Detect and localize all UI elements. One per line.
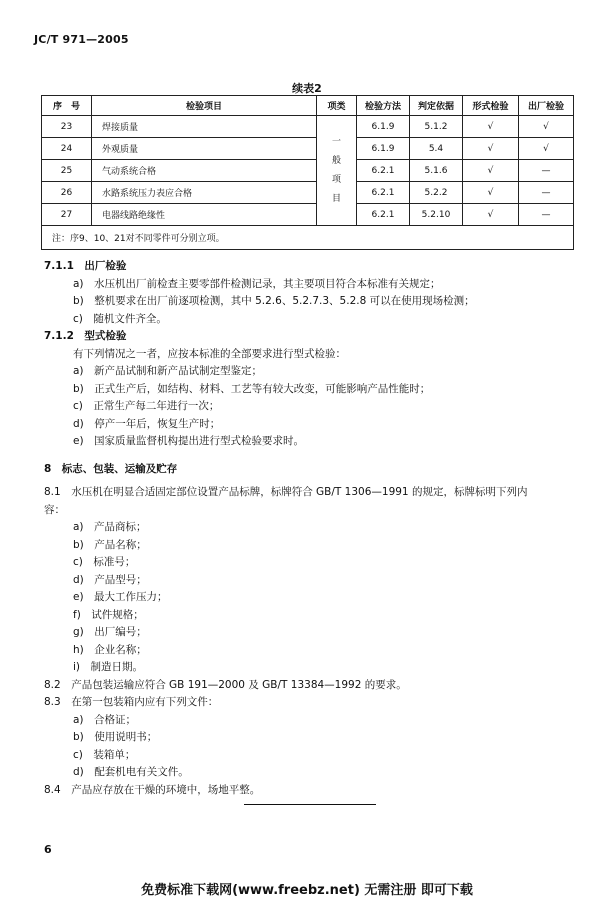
- list-item: b) 正式生产后，如结构、材料、工艺等有较大改变，可能影响产品性能时；: [73, 383, 431, 395]
- row-factory-test: —: [519, 160, 574, 182]
- row-factory-test: √: [519, 116, 574, 138]
- list-item: b) 产品名称；: [73, 539, 147, 551]
- header-method: 检验方法: [357, 96, 410, 116]
- para-8-1-line1: 8.1 水压机在明显合适固定部位设置产品标牌，标牌符合 GB/T 1306—1991 的规定，标牌标明下列内: [44, 486, 528, 498]
- inspection-table: [41, 95, 574, 250]
- list-item: a) 新产品试制和新产品试制定型鉴定；: [73, 365, 263, 377]
- header-factory-test: 出厂检验: [519, 96, 574, 116]
- table-row: [42, 204, 574, 226]
- list-item: a) 水压机出厂前检查主要零部件检测记录，其主要项目符合本标准有关规定；: [73, 278, 441, 290]
- para-8-4: 8.4 产品应存放在干燥的环境中，场地平整。: [44, 784, 261, 796]
- row-basis: 5.2.2: [410, 182, 463, 204]
- row-item: 气动系统合格: [92, 160, 317, 182]
- header-type-test: 形式检验: [463, 96, 519, 116]
- row-type-test: √: [463, 160, 519, 182]
- row-method: 6.1.9: [357, 138, 410, 160]
- para-8-1-line2: 容：: [44, 504, 65, 516]
- section-7-1-2-intro: 有下列情况之一者，应按本标准的全部要求进行型式检验：: [73, 348, 346, 360]
- list-item: h) 企业名称；: [73, 644, 147, 656]
- table-row: [42, 160, 574, 182]
- table-header-row: [42, 96, 574, 116]
- row-type-test: √: [463, 138, 519, 160]
- list-item: f) 试件规格；: [73, 609, 144, 621]
- row-no: 23: [42, 116, 92, 138]
- section-8-title: 8 标志、包装、运输及贮存: [44, 463, 178, 475]
- download-banner-footer: 免费标准下载网(www.freebz.net) 无需注册 即可下载: [141, 883, 473, 898]
- row-item: 外观质量: [92, 138, 317, 160]
- list-item: i) 制造日期。: [73, 661, 144, 673]
- standard-code: JC/T 971—2005: [34, 33, 129, 46]
- row-item: 电器线路绝缘性: [92, 204, 317, 226]
- section-7-1-1-title: 7.1.1 出厂检验: [44, 260, 127, 272]
- list-item: e) 最大工作压力；: [73, 591, 168, 603]
- row-no: 26: [42, 182, 92, 204]
- table-row: [42, 116, 574, 138]
- row-factory-test: —: [519, 204, 574, 226]
- list-item: d) 配套机电有关文件。: [73, 766, 189, 778]
- row-basis: 5.1.2: [410, 116, 463, 138]
- end-rule: [244, 804, 376, 805]
- page-number: 6: [44, 843, 52, 856]
- table-note-row: [42, 226, 574, 250]
- row-item: 水路系统压力表应合格: [92, 182, 317, 204]
- list-item: c) 正常生产每二年进行一次；: [73, 400, 220, 412]
- row-no: 25: [42, 160, 92, 182]
- para-8-2: 8.2 产品包装运输应符合 GB 191—2000 及 GB/T 13384—1992 的要求。: [44, 679, 407, 691]
- category-text: 一 般 项 目: [331, 136, 341, 204]
- header-no: 序 号: [42, 96, 92, 116]
- row-method: 6.2.1: [357, 182, 410, 204]
- list-item: c) 随机文件齐全。: [73, 313, 167, 325]
- table-row: [42, 138, 574, 160]
- table-row: [42, 182, 574, 204]
- header-basis: 判定依据: [410, 96, 463, 116]
- row-basis: 5.4: [410, 138, 463, 160]
- row-type-test: √: [463, 116, 519, 138]
- list-item: b) 使用说明书；: [73, 731, 158, 743]
- category-cell: [317, 116, 357, 226]
- row-basis: 5.2.10: [410, 204, 463, 226]
- para-8-3: 8.3 在第一包装箱内应有下列文件：: [44, 696, 219, 708]
- row-type-test: √: [463, 204, 519, 226]
- list-item: c) 标准号；: [73, 556, 136, 568]
- table-note: 注：序9、10、21对不同零件可分别立项。: [42, 226, 574, 250]
- row-method: 6.2.1: [357, 204, 410, 226]
- list-item: d) 停产一年后，恢复生产时；: [73, 418, 221, 430]
- row-type-test: √: [463, 182, 519, 204]
- section-7-1-2-title: 7.1.2 型式检验: [44, 330, 127, 342]
- list-item: e) 国家质量监督机构提出进行型式检验要求时。: [73, 435, 305, 447]
- row-factory-test: —: [519, 182, 574, 204]
- list-item: b) 整机要求在出厂前逐项检测，其中 5.2.6、5.2.7.3、5.2.8 可以在使用现场检测；: [73, 295, 475, 307]
- table-caption: 续表2: [292, 82, 322, 95]
- row-no: 27: [42, 204, 92, 226]
- row-method: 6.2.1: [357, 160, 410, 182]
- row-method: 6.1.9: [357, 116, 410, 138]
- list-item: c) 装箱单；: [73, 749, 136, 761]
- list-item: d) 产品型号；: [73, 574, 147, 586]
- list-item: a) 产品商标；: [73, 521, 147, 533]
- row-factory-test: √: [519, 138, 574, 160]
- row-item: 焊接质量: [92, 116, 317, 138]
- list-item: g) 出厂编号；: [73, 626, 147, 638]
- list-item: a) 合格证；: [73, 714, 137, 726]
- row-basis: 5.1.6: [410, 160, 463, 182]
- header-item: 检验项目: [92, 96, 317, 116]
- header-category: 项类: [317, 96, 357, 116]
- row-no: 24: [42, 138, 92, 160]
